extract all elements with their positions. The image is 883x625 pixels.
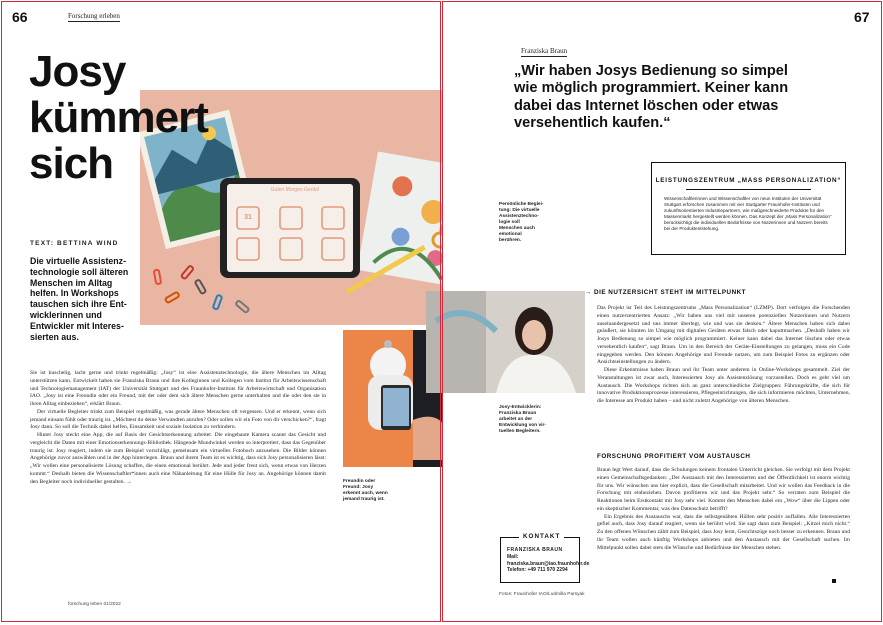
paragraph: Braun legt Wert darauf, dass die Schulungen keinem frontalen Unterricht gleichen. Sie verfolgt mit dem Projekt einen Gemeinschaftsgedanken: „Der Austausch mit den Interessierten und der Öffentlichkeit ist enorm wichtig für uns. Wir wünschen uns hier explizit, dass die Gesellschaft mitarbeitet. Und wir wollen das Feedback in die Forschung mit einbeziehen. Davon profitieren wir und das Projekt sehr.“ So verraten zum Beispiel die Reaktionen beim Erstkontakt mit Josy sehr viel. Kommt den Menschen dabei ein „Wow“ über die Lippen oder ein skeptischer Kommentar, was den Datenschutz betrifft? (597, 467, 850, 512)
section-label: Forschung erleben (68, 12, 120, 20)
photo-credit: Fotos: Fraunhofer IAO/Ludmilla Parsyak (499, 592, 585, 597)
author-credit: TEXT: BETTINA WIND (30, 240, 119, 247)
tablet-greeting: Guten Morgen Gerda! (270, 187, 320, 193)
footer-left: forschung leben 01/2022 (68, 602, 121, 607)
contact-title: KONTAKT (519, 533, 564, 540)
paragraph: Das Projekt ist Teil des Leistungszentrums „Mass Personalization“ (LZMP). Dort verfolgen die Forschenden einen nutzerzentrierten Ansatz: „Wir haben uns viel mit unseren potenziellen Nutzerinnen und Nutzern auseinandergesetzt und uns immer überlegt, wie und was sie denken.“ Ältere Menschen haben sich dabei geäußert, sie könnten im Umgang mit digitalen Geräten etwas falsch oder kaputtmachen. „Deshalb haben wir Josys Bedienung so simpel wie möglich programmiert. Keiner kann dabei das Internet löschen oder etwas versehentlich kaufen“, sagt Braun. Um in den Bereich der Geräte-Einstellungen zu gelangen, muss ein Code eingegeben werden. Den können Angehörige und Freunde nutzen, um zum Beispiel Fotos zu ergänzen oder Ansichtseinstellungen zu ändern. (597, 305, 850, 366)
subhead-austausch: FORSCHUNG PROFITIERT VOM AUSTAUSCH (597, 453, 751, 460)
caption-tablet: Persönliche Begleitung: Die virtuelle Assistenztechnologie soll Menschen auch emotional berühren. (499, 202, 544, 243)
portrait-illustration (426, 291, 585, 393)
end-mark (832, 579, 836, 583)
headline-line-1: Josy (29, 47, 126, 96)
paragraph: Hinter Josy steckt eine App, die auf Basis der Gesichtserkennung arbeitet. Die eingebaute Kamera scannt das Gesicht und vergleicht die Daten mit einer Emotionserkennungs-Bibliothek. Hängende Mundwinkel werden so interpretiert, dass das Gegenüber traurig ist. Josy reagiert, indem sie zum Beispiel vorschlägt, gemeinsam ein virtuelles Fotobuch anzusehen. Die Bilder können Angehörige zuvor auswählen und in der App hinterlegen. Braun und ihrem Team ist es wichtig, dass sich Josy personalisieren lässt: „Wir wollen eine personalisierte Lösung schaffen, die einen emotional berührt. Jede und jeder freut sich, wenn etwas von Herzen kommt.“ Deshalb bieten die Wissenschaftler*innen auch eine Nähanleitung für eine Hülle für Josy an. Angehörige können damit den Begleiter noch individueller gestalten. → (30, 432, 326, 485)
contact-phone: Telefon: +49 711 970 2294 (507, 567, 568, 574)
left-page (0, 0, 441, 625)
intro-text: Die virtuelle Assistenztechnologie soll älteren Menschen im Alltag helfen. In Workshops tauschen sich ihre Entwicklerinnen und Entwickler mit Interessierten aus. (30, 256, 129, 342)
calendar-icon: 31 (244, 214, 252, 221)
paragraph: Diese Erkenntnisse haben Braun und ihr Team unter anderem in Online-Workshops gesammelt. Ziel der Veranstaltungen ist zwar auch, Interessierten Josy als Assistenzlösung vorzustellen. Doch es geht viel um Austausch. Die Workshops richten sich an ganz unterschiedliche Zielgruppen: Führungskräfte, die sich für innovative Produktionsprozesse interessieren, Pflegeeinrichtungen, die sich informieren möchten, Unternehmen, die Interesse am Produkt haben – und nicht zuletzt Angehörige von älteren Menschen. (597, 367, 850, 404)
infobox (651, 162, 846, 255)
headline-line-3: sich (29, 139, 114, 188)
contact-details (507, 547, 590, 574)
body-right-1 (597, 305, 850, 406)
contact-name: FRANZISKA BRAUN (507, 547, 563, 553)
subhead-nutzersicht: → DIE NUTZERSICHT STEHT IM MITTELPUNKT (585, 289, 747, 296)
page-number-right: 67 (854, 9, 870, 25)
pull-quote: „Wir haben Josys Bedienung so simpel wie möglich programmiert. Keiner kann dabei das Internet löschen oder etwas versehentlich kaufen.“ (514, 63, 789, 132)
paragraph: Sie ist kuschelig, lacht gerne und trinkt regelmäßig: „Josy“ ist eine Assistenztechnologie, die ältere Menschen im Alltag unterstützen kann. Entwickelt haben sie Franziska Braun und ihre Kolleginnen und Kollegen vom Institut für Arbeitswissenschaft und Technologiemanagement (IAT) der Universität Stuttgart und des Fraunhofer-Instituts für Arbeitswirtschaft und Organisation IAO. „Josy ist eine Freundin oder ein Freund, mit der oder dem sich ältere Menschen gerne unterhalten und die oder den sie in ihren Alltag einbeziehen“, erklärt Braun. (30, 370, 326, 407)
page-number-left: 66 (12, 9, 28, 25)
body-left (30, 370, 326, 486)
quote-speaker: Franziska Braun (521, 47, 568, 55)
caption-robot: Freundin oder Freund: Josy erkennt auch, wenn jemand traurig ist. (343, 479, 388, 502)
infobox-text: Wissenschaftlerinnen und Wissenschaftler von neun Instituten der Universität Stuttgart erforschen zusammen mit vier Stuttgarter Fraunhofer-Instituten und zukunftsorientierten Industriepartnern, wie maßgeschneiderte Produkte für den Massenmarkt hergestellt werden können. Das Konzept der „Mass Personalization“ berücksichtigt die individuellen Bedürfnisse von Nutzerinnen und Nutzern bereits bei der Produktentstehung. (664, 196, 832, 231)
right-page (442, 0, 883, 625)
infobox-divider (686, 189, 811, 190)
headline-line-2: kümmert (29, 93, 208, 142)
portrait-photo (426, 291, 585, 393)
infobox-title: LEISTUNGSZENTRUM „MASS PERSONALIZATION“ (655, 177, 842, 184)
contact-mail[interactable]: Mail: franziska.braun@iao.fraunhofer.de (507, 553, 590, 567)
paragraph: Ein Ergebnis des Austauschs war, dass die selbstgenähten Hüllen sehr positiv auffallen. Alle Interessierten gefiel auch, dass Josy darauf reagiert, wenn sie berührt wird. Sie sagt dann zum Beispiel: „Kitzel mich nicht.“ Zu den offenen Wünschen zählt zum Beispiel, dass Josy lernt, Gesichtszüge noch besser zu erkennen. Braun und ihr Team wollen auch künftig Workshops anbieten und den Austausch mit der Gesellschaft suchen. Im Mittelpunkt sollen dabei stets die Wünsche und Bedürfnisse der Menschen stehen. (597, 513, 850, 551)
body-right-2 (597, 467, 850, 552)
paragraph: Der virtuelle Begleiter trinkt zum Beispiel regelmäßig, was gerade ältere Menschen oft vergessen. Und er erkennt, wenn sich jemand einsam fühlt oder traurig ist. „Möchtest du deine Verwandten anrufen? Oder sollen wir ein Foto von dir verschicken?“, fragt Josy dann. So soll die Technik dabei helfen, Einsamkeit und soziale Isolation zu verhindern. (30, 408, 326, 431)
headline (29, 49, 208, 187)
contact-box (500, 533, 590, 583)
caption-portrait: Josy-Entwicklerin: Franziska Braun arbeitet an der Entwicklung von virtuellen Begleitern. (499, 405, 546, 434)
